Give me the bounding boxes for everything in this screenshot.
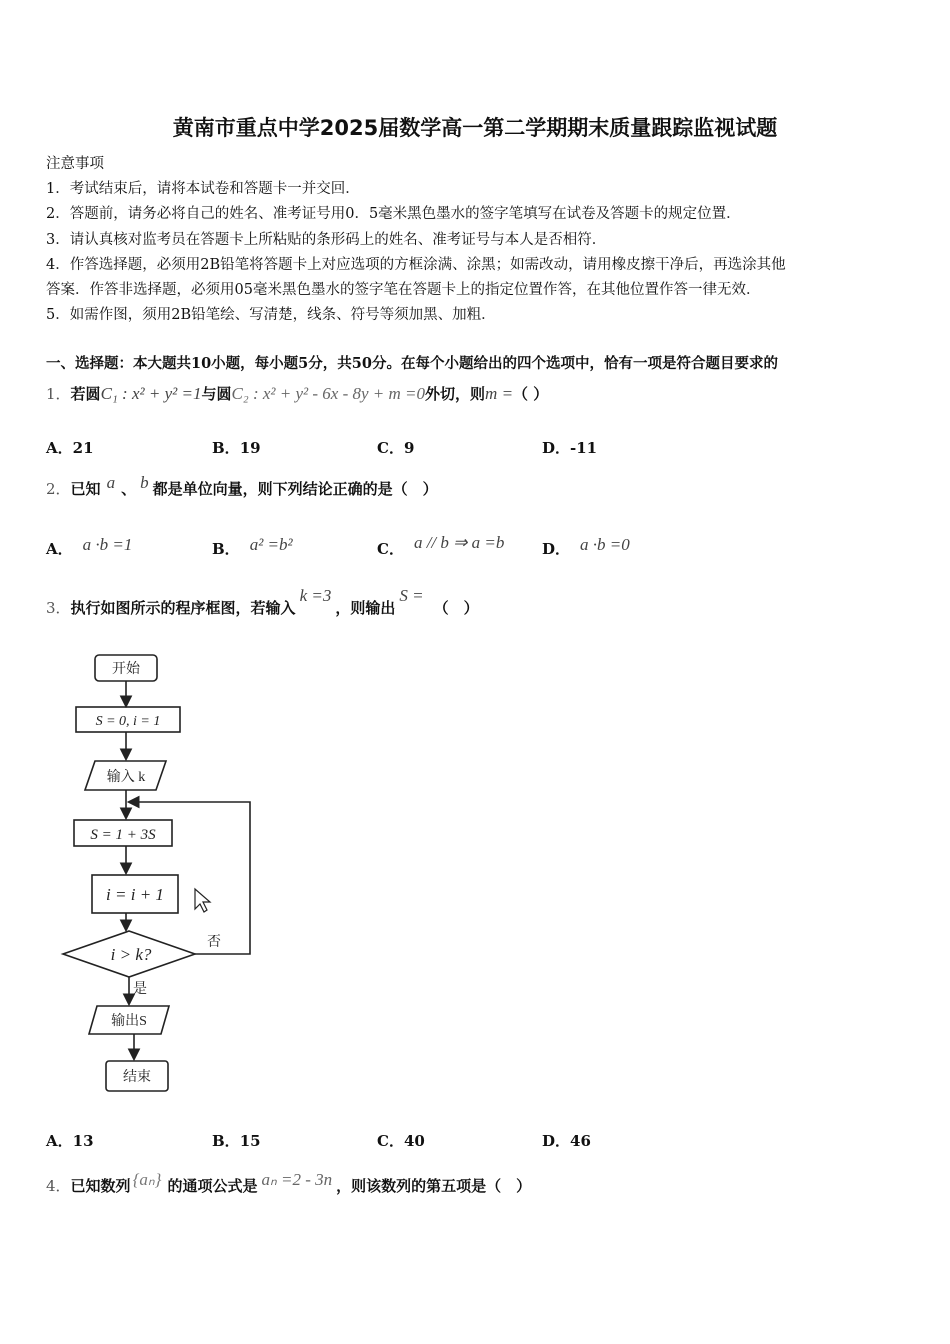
- option-label: D．: [542, 1132, 571, 1150]
- option-a: [46, 535, 133, 559]
- option-value: 15: [239, 1132, 261, 1150]
- flow-start-text: 开始: [112, 662, 140, 677]
- flow-input-text: 输入 k: [106, 770, 146, 785]
- question-text: （ ）: [433, 599, 479, 617]
- flow-step2-text: i = i + 1: [106, 885, 164, 904]
- option-value: -11: [570, 439, 598, 457]
- option-d: [542, 1130, 591, 1151]
- question-text: 、: [121, 480, 137, 498]
- option-value: a² =b²: [249, 535, 293, 554]
- note-item: 4．作答选择题，必须用2B铅笔将答题卡上对应选项的方框涂满、涂黑；如需改动，请用橡皮擦干净后，再选涂其他: [46, 257, 786, 273]
- flow-end-text: 结束: [123, 1070, 151, 1085]
- option-label: A．: [46, 1132, 73, 1150]
- notes-heading: 注意事项: [46, 156, 104, 172]
- option-value: 19: [239, 439, 261, 457]
- question-text: （ ）: [513, 385, 549, 403]
- flow-yes-label: 是: [133, 982, 147, 997]
- option-value: a ·b =0: [580, 535, 630, 554]
- option-label: D．: [542, 439, 571, 457]
- flow-condition-text: i > k?: [110, 945, 152, 964]
- flow-loop-arrow: [130, 802, 250, 954]
- option-label: A．: [46, 439, 73, 457]
- question-text: 的通项公式是: [167, 1177, 258, 1195]
- option-d: [542, 437, 597, 458]
- math-expression: {aₙ}: [132, 1170, 162, 1189]
- question-1: [46, 383, 548, 404]
- option-c: [377, 1130, 425, 1151]
- option-value: 40: [403, 1132, 425, 1150]
- option-value: 21: [72, 439, 94, 457]
- flow-no-label: 否: [207, 935, 221, 950]
- option-c: [377, 437, 414, 458]
- math-expression: S =: [399, 586, 424, 605]
- option-label: A．: [46, 540, 73, 558]
- question-4: [46, 1170, 532, 1196]
- section-heading: 一、选择题：本大题共10小题，每小题5分，共50分。在每个小题给出的四个选项中，恰有一项是符合题目要求的: [46, 355, 778, 372]
- option-b: [212, 1130, 261, 1151]
- question-number: 1．: [46, 385, 71, 403]
- option-label: B．: [212, 439, 240, 457]
- note-item: 5．如需作图，须用2B铅笔绘、写清楚，线条、符号等须加黑、加粗．: [46, 307, 496, 323]
- math-expression: a: [106, 473, 116, 492]
- cursor-icon: [195, 889, 210, 912]
- question-text: ，则输出: [335, 599, 396, 617]
- flowchart: [55, 645, 265, 1100]
- math-expression: aₙ =2 - 3n: [261, 1170, 333, 1189]
- option-label: D．: [542, 540, 571, 558]
- question-number: 4．: [46, 1177, 71, 1195]
- question-3: [46, 586, 479, 618]
- note-item: 答案．作答非选择题，必须用05毫米黑色墨水的签字笔在答题卡上的指定位置作答，在其他位置作答一律无效．: [46, 282, 761, 298]
- math-expression: k =3: [299, 586, 332, 605]
- math-expression: m =: [485, 384, 514, 403]
- question-text: 已知: [70, 480, 101, 498]
- math-expression: b: [140, 473, 149, 492]
- option-value: 9: [403, 439, 415, 457]
- flow-step1-text: S = 1 + 3S: [90, 827, 156, 843]
- option-value: a ·b =1: [82, 535, 133, 554]
- option-value: a // b ⇒ a =b: [413, 533, 505, 552]
- option-a: [46, 437, 94, 458]
- option-label: B．: [212, 1132, 240, 1150]
- option-value: 46: [570, 1132, 591, 1150]
- option-b: [212, 437, 261, 458]
- question-text: ，则该数列的第五项是（ ）: [336, 1177, 532, 1195]
- question-text: 外切，则: [425, 385, 486, 403]
- question-text: 与圆: [201, 385, 232, 403]
- option-b: [212, 535, 293, 559]
- option-c: [377, 533, 505, 559]
- option-value: 13: [72, 1132, 94, 1150]
- question-number: 2．: [46, 480, 71, 498]
- math-expression: C₁ : x² + y² =1: [100, 384, 202, 403]
- flow-init-text: S = 0, i = 1: [95, 714, 161, 729]
- option-label: B．: [212, 540, 240, 558]
- question-text: 已知数列: [70, 1177, 131, 1195]
- question-2: [46, 473, 438, 499]
- question-text: 若圆: [70, 385, 101, 403]
- option-label: C．: [377, 1132, 404, 1150]
- question-number: 3．: [46, 599, 71, 617]
- note-item: 3．请认真核对监考员在答题卡上所粘贴的条形码上的姓名、准考证号与本人是否相符．: [46, 232, 607, 248]
- math-expression: C₂ : x² + y² - 6x - 8y + m =0: [231, 384, 426, 403]
- question-text: 执行如图所示的程序框图，若输入: [70, 599, 296, 617]
- note-item: 1．考试结束后，请将本试卷和答题卡一并交回．: [46, 181, 360, 197]
- note-item: 2．答题前，请务必将自己的姓名、准考证号用0．5毫米黑色墨水的签字笔填写在试卷及答题卡的规定位置．: [46, 206, 741, 222]
- exam-title: 黄南市重点中学2025届数学高一第二学期期末质量跟踪监视试题: [172, 116, 778, 140]
- option-label: C．: [377, 540, 404, 558]
- question-text: 都是单位向量，则下列结论正确的是（ ）: [152, 480, 438, 498]
- option-d: [542, 535, 630, 559]
- flow-output-text: 输出S: [111, 1014, 147, 1029]
- option-a: [46, 1130, 94, 1151]
- option-label: C．: [377, 439, 404, 457]
